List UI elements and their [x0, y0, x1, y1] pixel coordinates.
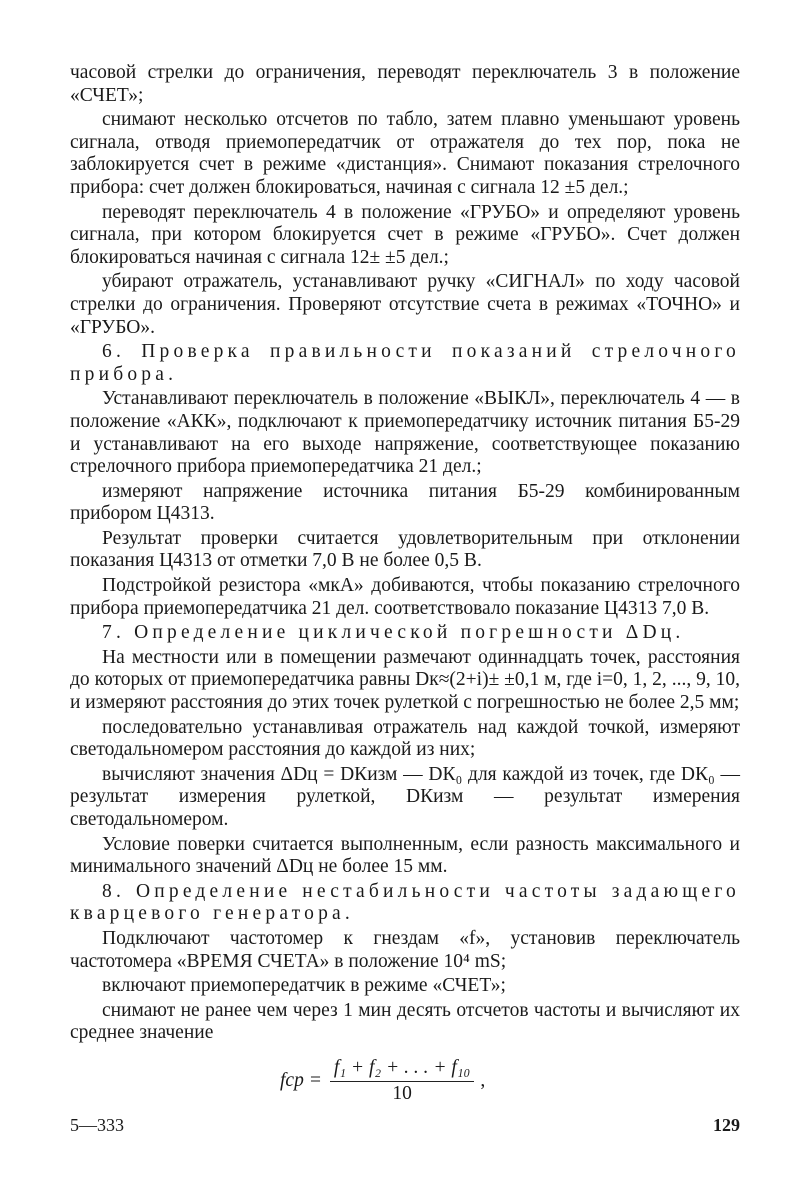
formula-denominator: 10: [392, 1082, 412, 1104]
paragraph-9: Подстройкой резистора «мкА» добиваются, чтобы показанию стрелочного прибора приемопередатчика 21 дел. соответствовало показание Ц4313 7,0 В.: [70, 575, 740, 619]
page-number: 129: [713, 1115, 740, 1135]
formula-lhs: fср =: [280, 1069, 322, 1091]
printer-signature: 5—333: [70, 1115, 124, 1135]
section-heading-8: 8. Определение нестабильности частоты задающего кварцевого генератора.: [70, 880, 740, 925]
paragraph-6: Устанавливают переключатель в положение «ВЫКЛ», переключатель 4 — в положение «АКК», подключают к приемопередатчику источник питания Б5-29 и устанавливают на его выходе напряжение, соответствующее показанию стрелочного прибора приемопередатчика 21 дел.;: [70, 388, 740, 478]
paragraph-7: измеряют напряжение источника питания Б5-29 комбинированным прибором Ц4313.: [70, 480, 740, 525]
section-heading-7: 7. Определение циклической погрешности ΔDц.: [102, 622, 685, 644]
formula-trail: ,: [480, 1069, 486, 1091]
paragraph-2: снимают несколько отсчетов по табло, затем плавно уменьшают уровень сигнала, отводя приемопередатчик от отражателя до тех пор, пока не заблокируется счет в режиме «дистанция». Снимают показания стрелочного прибора: счет должен блокироваться, начиная с сигнала 12 ±5 дел.;: [70, 109, 740, 198]
paragraph-12: последовательно устанавливая отражатель над каждой точкой, измеряют светодальномером расстояния до каждой из них;: [70, 716, 740, 761]
formula-numerator: f₁ + f₂ + . . . + f₁₀: [330, 1057, 474, 1082]
paragraph-18: снимают не ранее чем через 1 мин десять отсчетов частоты и вычисляют их среднее значение: [70, 999, 740, 1044]
formula-fraction: [330, 1057, 474, 1105]
paragraph-1: часовой стрелки до ограничения, переводят переключатель 3 в положение «СЧЕТ»;: [70, 62, 740, 106]
paragraph-16: Подключают частотомер к гнездам «f», установив переключатель частотомера «ВРЕМЯ СЧЕТА» в положение 10⁴ mS;: [70, 927, 740, 972]
section-heading-6: 6. Проверка правильности показаний стрелочного прибора.: [70, 341, 740, 385]
paragraph-13: вычисляют значения ΔDц = DКизм — DК₀ для каждой из точек, где DК₀ — результат измерения рулеткой, DКизм — результат измерения светодальномером.: [70, 763, 740, 830]
paragraph-14: Условие поверки считается выполненным, если разность максимального и минимального значений ΔDц не более 15 мм.: [70, 833, 740, 878]
paragraph-4: убирают отражатель, устанавливают ручку «СИГНАЛ» по ходу часовой стрелки до ограничения. Проверяют отсутствие счета в режимах «ТОЧНО» и «ГРУБО».: [70, 271, 740, 338]
paragraph-17: включают приемопередатчик в режиме «СЧЕТ»;: [102, 975, 506, 997]
paragraph-3: переводят переключатель 4 в положение «ГРУБО» и определяют уровень сигнала, при котором блокируется счет в режиме «ГРУБО». Счет должен блокироваться начиная с сигнала 12± ±5 дел.;: [70, 201, 740, 268]
paragraph-11: На местности или в помещении размечают одиннадцать точек, расстояния до которых от приемопередатчика равны Dк≈(2+i)± ±0,1 м, где i=0, 1, 2, ..., 9, 10, и измеряют расстояния до этих точек рулеткой с погрешностью не более 2,5 мм;: [70, 646, 740, 714]
mean-frequency-formula: [280, 1057, 740, 1105]
page-body: [70, 62, 740, 1105]
paragraph-8: Результат проверки считается удовлетворительным при отклонении показания Ц4313 от отметки 7,0 В не более 0,5 В.: [70, 527, 740, 572]
